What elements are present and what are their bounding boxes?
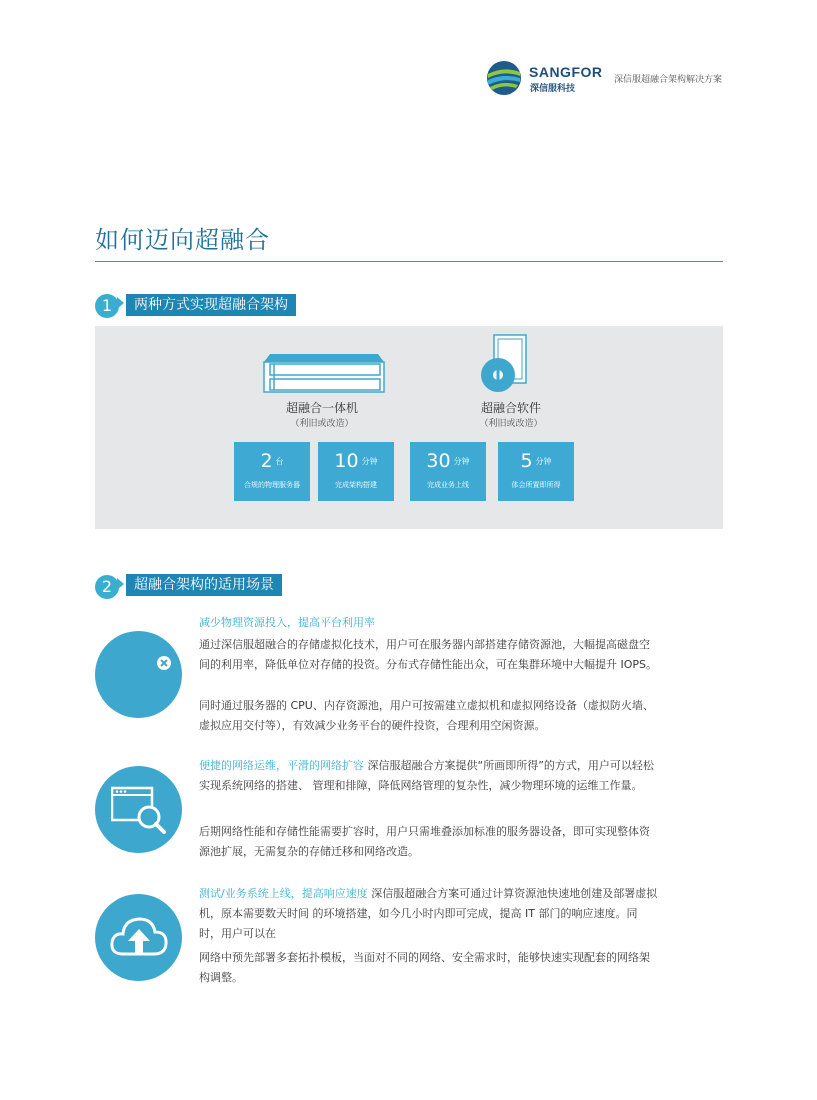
- header-tagline: 深信服超融合架构解决方案: [614, 75, 723, 85]
- feature-1-heading: 减少物理资源投入，提高平台利用率: [199, 616, 375, 629]
- stat-unit: 分钟: [453, 457, 470, 466]
- feature-3-paragraph-2: 网络中预先部署多套拓扑模板，当面对不同的网络、安全需求时，能够快速实现配套的网络架构调整。: [199, 951, 650, 984]
- stat-value: 5: [520, 450, 533, 472]
- section-1-number: 1: [95, 294, 119, 318]
- product-appliance-name: 超融合一体机: [285, 401, 358, 415]
- feature-3-paragraph-1: [199, 884, 659, 944]
- software-disc-icon: [480, 333, 530, 396]
- stat-caption: 完成业务上线: [427, 481, 469, 489]
- stat-unit: 台: [275, 457, 284, 466]
- product-software-name: 超融合软件: [480, 401, 541, 415]
- section-2-label: 超融合架构的适用场景: [126, 574, 282, 596]
- stat-build-time: [318, 442, 394, 501]
- stat-experience-time: [498, 442, 574, 501]
- stat-caption: 完成架构搭建: [335, 481, 377, 489]
- feature-2-paragraph-1: [199, 756, 659, 796]
- section-1-tail: [117, 297, 124, 309]
- stat-value: 2: [260, 450, 273, 472]
- appliance-server-icon: [260, 352, 386, 398]
- feature-2-circle: [95, 766, 182, 853]
- feature-3-body: 深信服超融合方案可通过计算资源池快速地创建及部署虚拟机，原本需要数天时间 的环境搭建，如今几小时内即可完成，提高 IT 部门的响应速度。同时，用户可以在: [199, 887, 658, 940]
- feature-1-paragraph-1: 通过深信服超融合的存储虚拟化技术，用户可在服务器内部搭建存储资源池，大幅提高磁盘空间的利用率，降低单位对存储的投资。分布式存储性能出众，可在集群环境中大幅提升 IOPS。: [199, 638, 658, 671]
- feature-1-paragraph-2: 同时通过服务器的 CPU、内存资源池，用户可按需建立虚拟机和虚拟网络设备（虚拟防火墙、虚拟应用交付等），有效减少业务平台的硬件投资，合理利用空闲资源。: [199, 699, 654, 732]
- page-title: 如何迈向超融合: [95, 226, 270, 254]
- feature-2-highlight: 便捷的网络运维，平滑的网络扩容: [199, 759, 364, 772]
- section-2-number: 2: [95, 575, 119, 599]
- section-1-label: 两种方式实现超融合架构: [126, 294, 296, 316]
- browser-search-icon: [111, 786, 167, 834]
- stat-launch-time: [410, 442, 486, 501]
- cloud-upload-icon: [109, 914, 169, 960]
- feature-2-body: 深信服超融合方案提供“所画即所得”的方式，用户可以轻松实现系统网络的搭建、 管理和排障，降低网络管理的复杂性，减少物理环境的运维工作量。: [199, 759, 654, 792]
- deployment-panel: [95, 326, 723, 529]
- stat-value: 10: [334, 450, 359, 472]
- feature-1-circle: [95, 631, 182, 718]
- sangfor-logo-icon: [486, 60, 522, 96]
- cost-reduction-icon: [156, 655, 172, 671]
- stat-unit: 分钟: [361, 457, 378, 466]
- brand-name-en: SANGFOR: [529, 64, 603, 80]
- feature-3-highlight: 测试/业务系统上线，提高响应速度: [199, 887, 368, 900]
- stat-unit: 分钟: [535, 457, 552, 466]
- stat-servers: [234, 442, 310, 501]
- feature-3-circle: [95, 894, 182, 981]
- brand-name-cn: 深信服科技: [530, 84, 576, 94]
- product-software-sub: （利旧或改造）: [479, 419, 543, 429]
- stat-value: 30: [426, 450, 451, 472]
- section-2-tail: [117, 578, 124, 590]
- stat-caption: 体会所置即所得: [511, 481, 561, 489]
- title-divider: [95, 261, 723, 262]
- feature-2-paragraph-2: 后期网络性能和存储性能需要扩容时，用户只需堆叠添加标准的服务器设备，即可实现整体资源池扩展，无需复杂的存储迁移和网络改造。: [199, 825, 650, 858]
- product-appliance-sub: （利旧或改造）: [290, 419, 354, 429]
- stat-caption: 合规的物理服务器: [244, 481, 300, 489]
